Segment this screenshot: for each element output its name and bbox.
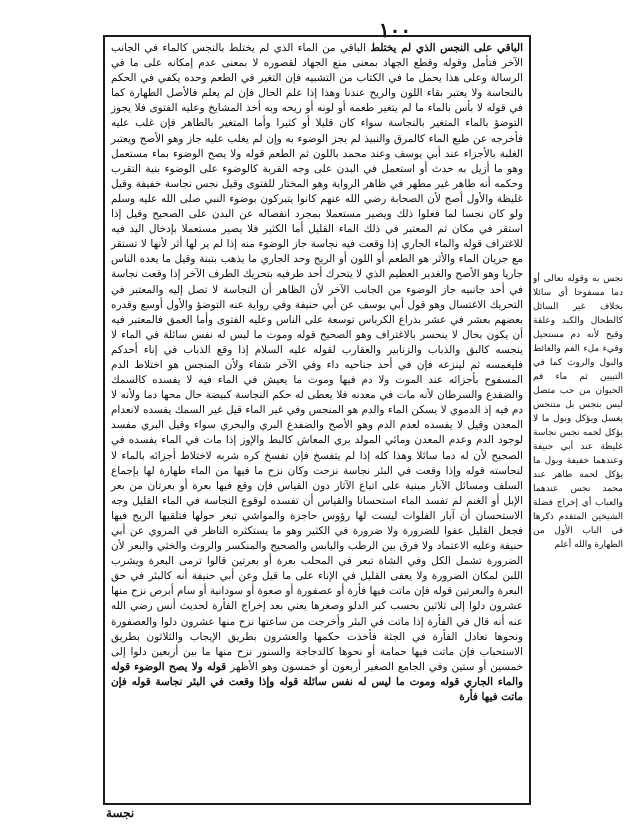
heading-al-jari: قوله والماء الجاري [111,660,523,688]
heading-al-fara: قوله فإن ماتت فيها فأرة [111,675,523,704]
heading-la-yasihh: قوله ولا يصح الوضوء [134,660,227,673]
main-text-body: الباقي من الماء الذي لم يختلط بالنجس كالماء في الجانب الآخر فتأمل وقوله وقطع الجهاد بمعنى منع الجهاد لقصوره لا بمعنى عدم إمكانه على ما في الرسالة وعلى هذا يحمل ما في الكتاب من التشبيه فإن التغير في الطعم وحده يكفي في الحكم بالنجاسة ولا يعتبر بقاء اللون والريح عندنا وهذا إذا علم الحال فإن لم يعلم فالأصل الطهارة كما في قوله لا بأس بالماء ما لم يتغير طعمه أو لونه أو ريحه وبه أخذ المشايخ وعليه الفتوى فلا يجوز التوضؤ بالماء المتغير بالنجاسة سواء كان قليلا أو كثيرا وأما المتغير بالطاهر فإن غلب عليه فأخرجه عن طبع الماء كالمرق والنبيذ لم يجز الوضوء به وإن لم يغلب عليه جاز وهو الأصح ويعتبر الغلبة بالأجزاء عند أبي يوسف وعند محمد باللون ثم الطعم قوله ولا يصح الوضوء بماء مستعمل وهو ما أزيل به حدث أو استعمل في البدن على وجه القربة كالوضوء على الوضوء بنية التقرب وحكمه أنه طاهر غير مطهر في ظاهر الرواية وهو المختار للفتوى وقيل نجس نجاسة خفيفة وقيل غليظة والأول أصح لأن الصحابة رضي الله عنهم كانوا يتبركون بوضوء النبي صلى الله عليه وسلم ولو كان نجسا لما فعلوا ذلك ويصير مستعملا بمجرد انفصاله عن البدن على الصحيح وقيل إذا استقر في مكان ثم المعتبر في ذلك الماء القليل أما الكثير فلا يصير مستعملا بإدخال اليد فيه للاغتراف قوله والماء الجاري إذا وقعت فيه نجاسة جاز الوضوء منه إذا لم ير لها أثر لأنها لا تستقر مع جريان الماء والأثر هو الطعم أو اللون أو الريح وحد الجاري ما يذهب بتبنة وقيل ما يعده الناس جاريا وهو الأصح والغدير العظيم الذي لا يتحرك أحد طرفيه بتحريك الطرف الآخر إذا وقعت نجاسة في أحد جانبيه جاز الوضوء من الجانب الآخر لأن الظاهر أن النجاسة لا تصل إليه والمعتبر في التحريك الاغتسال وهو قول أبي يوسف عن أبي حنيفة وفي رواية عنه التوضؤ والأول أوسع وقدره بعضهم بعشر في عشر بذراع الكرباس توسعة على الناس وعليه الفتوى وأما العمق فالمعتبر فيه أن يكون بحال لا ينحسر بالاغتراف وهو الصحيح قوله وموت ما ليس له نفس سائلة في الماء لا ينجسه كالبق والذباب والزنابير والعقارب لقوله عليه السلام إذا وقع الذباب في إناء أحدكم فليغمسه ثم لينزعه فإن في أحد جناحيه داء وفي الآخر شفاء ولأن المنجس هو اختلاط الدم المسفوح بأجزائه عند الموت ولا دم فيها وموت ما يعيش في الماء فيه لا يفسده كالسمك والضفدع والسرطان لأنه مات في معدنه فلا يعطى له حكم النجاسة كبيضة حال محها دما ولأنه لا دم فيه إذ الدموي لا يسكن الماء والدم هو المنجس وفي غير الماء قيل غير السمك يفسده لانعدام المعدن وقيل لا يفسده لعدم الدم وهو الأصح والضفدع البري والبحري سواء وقيل البري مفسد لوجود الدم وعدم المعدن ومائي المولد بري المعاش كالبط والإوز إذا مات في الماء يفسده في الصحيح لأن له دما سائلا وهذا كله إذا لم يتفسخ فإن تفسخ كره شربه لاختلاط أجزائه بالماء لا لنجاسته قوله وإذا وقعت في البئر نجاسة نزحت وكان نزح ما فيها من الماء طهارة لها بإجماع السلف ومسائل الآبار مبنية على اتباع الآثار دون القياس فإن وقع فيها بعرة أو بعرتان من بعر الإبل أو الغنم لم تفسد الماء استحسانا والقياس أن تفسده لوقوع النجاسة في الماء القليل وجه الاستحسان أن آبار الفلوات ليست لها رؤوس حاجزة والمواشي تبعر حولها فتلقيها الريح فيها فجعل القليل عفوا للضرورة ولا ضرورة في الكثير وهو ما يستكثره الناظر في المروي عن أبي حنيفة وعليه الاعتماد ولا فرق بين الرطب واليابس والصحيح والمنكسر والروث والخثي والبعر لأن الضرورة تشمل الكل وفي الشاة تبعر في المحلب بعرة أو بعرتين قالوا ترمى البعرة ويشرب اللبن لمكان الضرورة ولا يعفى القليل في الإناء على ما قيل وعن أبي حنيفة أنه كالبئر في حق البعرة والبعرتين قوله فإن ماتت فيها فأرة أو عصفورة أو صعوة أو سودانية أو سام أبرص نزح منها عشرون دلوا إلى ثلاثين بحسب كبر الدلو وصغرها يعني بعد إخراج الفأرة لحديث أنس رضي الله عنه أنه قال في الفأرة إذا ماتت في البئر وأخرجت من ساعتها نزح منها عشرون دلوا والعصفورة ونحوها تعادل الفأرة في الجثة فأخذت حكمها والعشرون بطريق الإيجاب والثلاثون بطريق الاستحباب فإن ماتت فيها حمامة أو نحوها كالدجاجة والسنور نزح منها ما بين أربعين دلوا إلى خمسين أو ستين وفي الجامع الصغير أربعون أو خمسون وهو الأظهر [111,42,523,673]
heading-al-bir: قوله وإذا وقعت في البئر نجاسة [155,675,299,688]
main-text-lead: الباقي على النجس الذي لم يختلط [370,42,523,54]
main-text-frame [103,35,531,805]
catchword: نجسة [106,806,135,820]
margin-gloss: نجس به وقوله تعالى أو دما مسفوحا أي سائلا بخلاف غير السائل كالطحال والكبد وعلقة وقيح لأنه دم مستحيل وقيء ملء الفم والغائط والبول والروث كما في التبيين ثم ماء فم الحيوان من حب متصل ليس بنجس بل متنجس يغسل ويؤكل وبول ما لا يؤكل لحمه نجس نجاسة غليظة عند أبي حنيفة وعندهما خفيفة وبول ما يؤكل لحمه طاهر عند محمد نجس عندهما والعباب أي إخراج فضلة الشيخين المتقدم ذكرها في الباب الأول من الطهارة والله أعلم [533,274,623,550]
page-number: ١٠٠ [378,18,412,42]
heading-nafs-saila: قوله وموت ما ليس له نفس سائلة [302,675,460,688]
main-text-block [111,41,523,799]
